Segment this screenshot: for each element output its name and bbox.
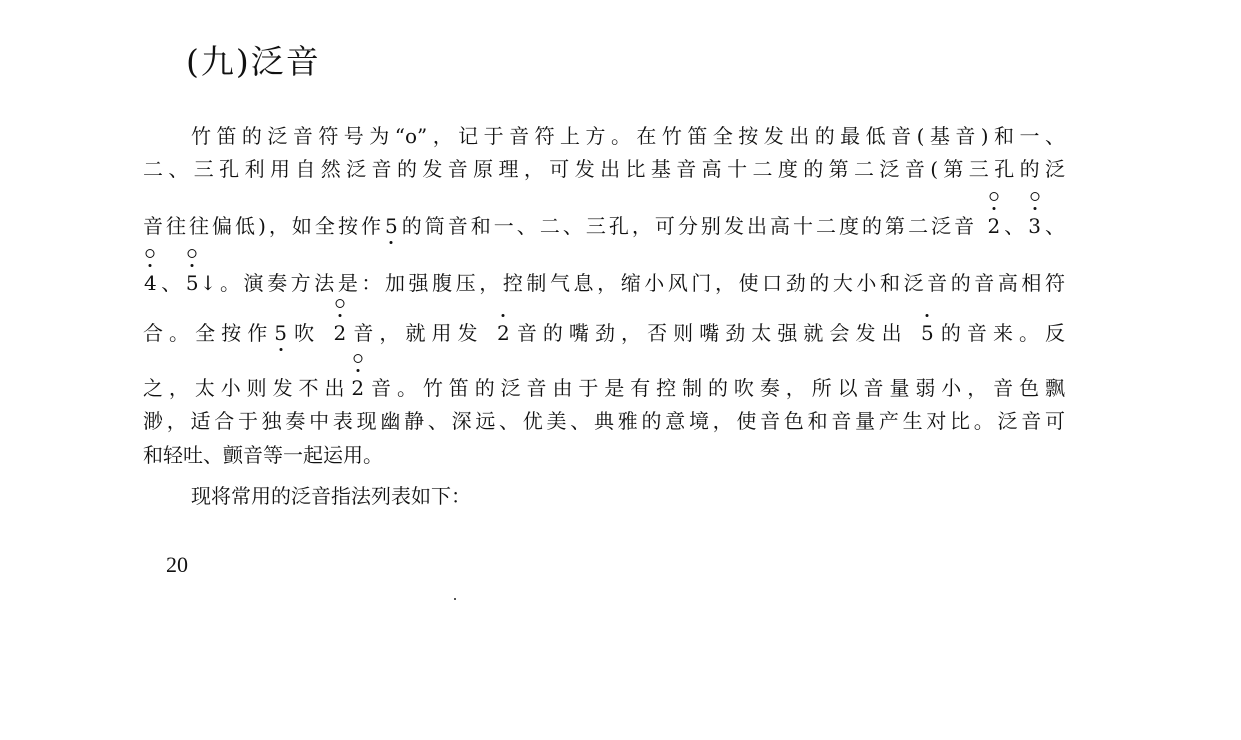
text-line [191,124,1065,148]
note-5-harmonic: 5 [185,271,200,295]
text-segment: 、 [157,271,185,295]
text-segment: 竹笛的泛音符号为“o”，记于音符上方。在竹笛全按发出的最低音(基音)和一、 [191,124,1065,148]
note-5-high: 5 [920,321,935,345]
high-octave-dot [338,314,341,317]
high-octave-dot [356,369,359,372]
section-title: (九)泛音 [186,42,321,81]
text-line [143,321,1065,345]
text-segment: 渺，适合于独奏中表现幽静、深远、优美、典雅的意境，使音色和音量产生对比。泛音可 [143,409,1065,433]
text-line [143,376,1065,400]
harmonic-circle-icon [146,249,155,258]
high-octave-dot [502,314,505,317]
note-4-harmonic: 4 [143,271,158,295]
note-2-high: 2 [496,321,511,345]
note-3-harmonic: 3 [1027,214,1042,238]
high-octave-dot [926,314,929,317]
text-segment: 音。竹笛的泛音由于是有控制的吹奏，所以音量弱小，音色飘 [365,376,1065,400]
text-segment: 吹 [288,321,321,345]
text-segment: 之，太小则发不出 [143,376,351,400]
text-segment: ↓。演奏方法是：加强腹压，控制气息，缩小风门，使口劲的大小和泛音的音高相符 [199,271,1066,295]
harmonic-circle-icon [188,249,197,258]
note-5-low: 5 [273,321,288,345]
harmonic-circle-icon [1030,192,1039,201]
note-2-harmonic: 2 [987,214,1002,238]
text-segment: 音的嘴劲，否则嘴劲太强就会发出 [510,321,908,345]
scan-speck [454,598,456,600]
low-octave-dot [279,348,282,351]
text-segment: 二、三孔利用自然泛音的发音原理，可发出比基音高十二度的第二泛音(第三孔的泛 [143,157,1065,181]
text-segment: 音，就用发 [347,321,484,345]
text-line [143,157,1065,181]
text-segment: 音往往偏低)，如全按作 [143,214,384,238]
text-segment: 合。全按作 [143,321,274,345]
text-line [143,443,1065,467]
text-segment: 、 [1001,214,1028,238]
text-line [143,271,1065,295]
text-line [191,484,1065,508]
text-line [143,409,1065,433]
text-line [143,214,1065,238]
high-octave-dot [191,264,194,267]
note-2-harmonic: 2 [350,376,365,400]
harmonic-circle-icon [353,354,362,363]
high-octave-dot [1033,207,1036,210]
low-octave-dot [390,241,393,244]
page-number: 20 [166,552,188,577]
high-octave-dot [992,207,995,210]
note-2-harmonic: 2 [333,321,348,345]
harmonic-circle-icon [989,192,998,201]
text-segment: 和轻吐、颤音等一起运用。 [143,443,383,467]
text-segment: 的音来。反 [934,321,1066,345]
text-segment: 、 [1042,214,1066,238]
high-octave-dot [149,264,152,267]
harmonic-circle-icon [335,299,344,308]
text-segment: 的筒音和一、二、三孔，可分别发出高十二度的第二泛音 [398,214,978,238]
note-5-low: 5 [384,214,399,238]
text-segment: 现将常用的泛音指法列表如下： [191,484,471,508]
